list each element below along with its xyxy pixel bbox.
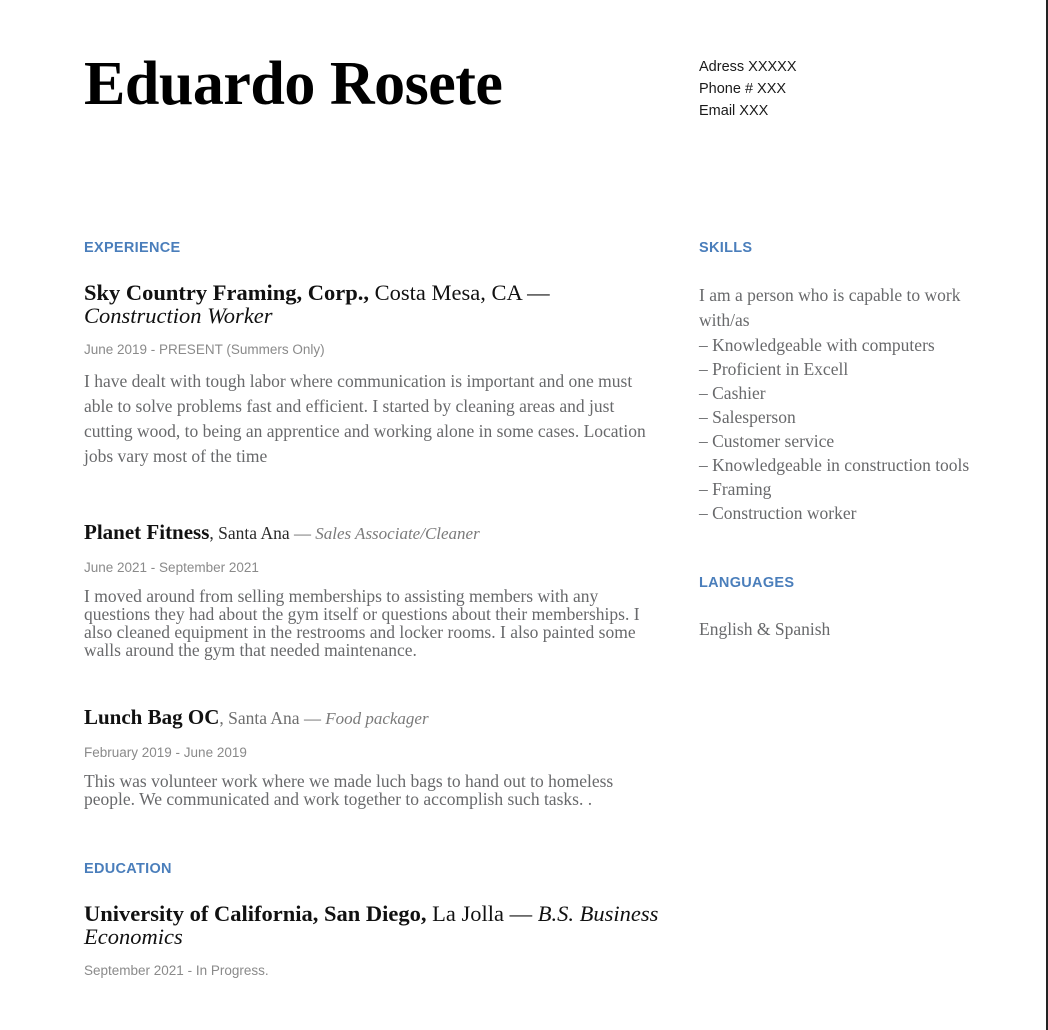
education-location: La Jolla <box>426 901 510 926</box>
experience-location: , Santa Ana <box>209 523 294 543</box>
experience-role: Sales Associate/Cleaner <box>315 524 480 543</box>
experience-dash: — <box>527 280 550 305</box>
skill-item <box>699 381 989 405</box>
experience-date: February 2019 - June 2019 <box>84 745 247 760</box>
education-entry <box>84 903 659 978</box>
experience-org: Sky Country Framing, Corp., <box>84 280 370 305</box>
education-degree: B.S. Business Economics <box>84 901 659 949</box>
languages-value: English & Spanish <box>699 619 831 639</box>
contact-email: Email XXX <box>699 103 769 119</box>
sidebar-column <box>699 240 989 641</box>
experience-org: Planet Fitness <box>84 520 210 544</box>
experience-role: Construction Worker <box>84 302 273 328</box>
skill-label: Construction worker <box>712 503 857 523</box>
skill-item <box>699 501 989 525</box>
skill-item <box>699 477 989 501</box>
skill-item <box>699 453 989 477</box>
contact-block <box>699 56 797 122</box>
skill-bullet: – <box>699 383 708 403</box>
experience-date: June 2021 - September 2021 <box>84 560 259 575</box>
skill-bullet: – <box>699 335 708 355</box>
section-heading-skills: SKILLS <box>699 240 753 256</box>
skill-item <box>699 429 989 453</box>
experience-description: I moved around from selling memberships to assisting members with any questions they had about the gym itself or questions about their memberships. I also cleaned equipment in the restrooms and locker rooms. I also painted some walls around the gym that needed maintenance. <box>84 586 640 660</box>
experience-location: , Santa Ana <box>219 708 304 728</box>
skill-label: Proficient in Excell <box>712 359 849 379</box>
education-entry-title <box>84 903 659 948</box>
skill-label: Customer service <box>712 431 835 451</box>
contact-phone: Phone # XXX <box>699 81 787 97</box>
experience-entry <box>84 522 659 659</box>
education-dash: — <box>509 901 538 926</box>
skill-bullet: – <box>699 407 708 427</box>
experience-role: Food packager <box>325 709 429 728</box>
section-heading-languages: LANGUAGES <box>699 575 795 591</box>
skill-label: Cashier <box>712 383 766 403</box>
contact-address: Adress XXXXX <box>699 59 797 75</box>
experience-entry-title <box>84 282 659 327</box>
experience-org: Lunch Bag OC <box>84 705 220 729</box>
skill-item <box>699 333 989 357</box>
experience-date: June 2019 - PRESENT (Summers Only) <box>84 342 325 357</box>
experience-description: This was volunteer work where we made luch bags to hand out to homeless people. We communicated and work together to accomplish such tasks. . <box>84 771 614 809</box>
experience-dash: — <box>293 524 316 543</box>
education-date: September 2021 - In Progress. <box>84 963 269 978</box>
skill-label: Framing <box>712 479 772 499</box>
skill-bullet: – <box>699 359 708 379</box>
main-column <box>84 240 659 978</box>
skill-bullet: – <box>699 479 708 499</box>
experience-entry-title <box>84 522 659 543</box>
experience-dash: — <box>303 709 326 728</box>
skill-bullet: – <box>699 431 708 451</box>
experience-entry <box>84 282 659 469</box>
skill-bullet: – <box>699 503 708 523</box>
skill-item <box>699 405 989 429</box>
skill-label: Knowledgeable with computers <box>712 335 935 355</box>
skill-label: Salesperson <box>712 407 796 427</box>
skill-label: Knowledgeable in construction tools <box>712 455 970 475</box>
resume-header <box>0 0 1046 200</box>
skill-bullet: – <box>699 455 708 475</box>
experience-entry <box>84 707 659 808</box>
section-heading-experience: EXPERIENCE <box>84 240 181 256</box>
education-org: University of California, San Diego, <box>84 901 427 926</box>
experience-location: Costa Mesa, CA <box>369 280 528 305</box>
skills-list <box>699 333 989 525</box>
skill-item <box>699 357 989 381</box>
section-heading-education: EDUCATION <box>84 861 172 877</box>
experience-entry-title <box>84 707 659 728</box>
candidate-name: Eduardo Rosete <box>84 50 503 118</box>
experience-description: I have dealt with tough labor where communication is important and one must able to solve problems fast and efficient. I started by cleaning areas and just cutting wood, to being an apprentice and working alone in some cases. Location jobs vary most of the time <box>84 371 646 466</box>
skills-intro: I am a person who is capable to work with/as <box>699 285 961 330</box>
